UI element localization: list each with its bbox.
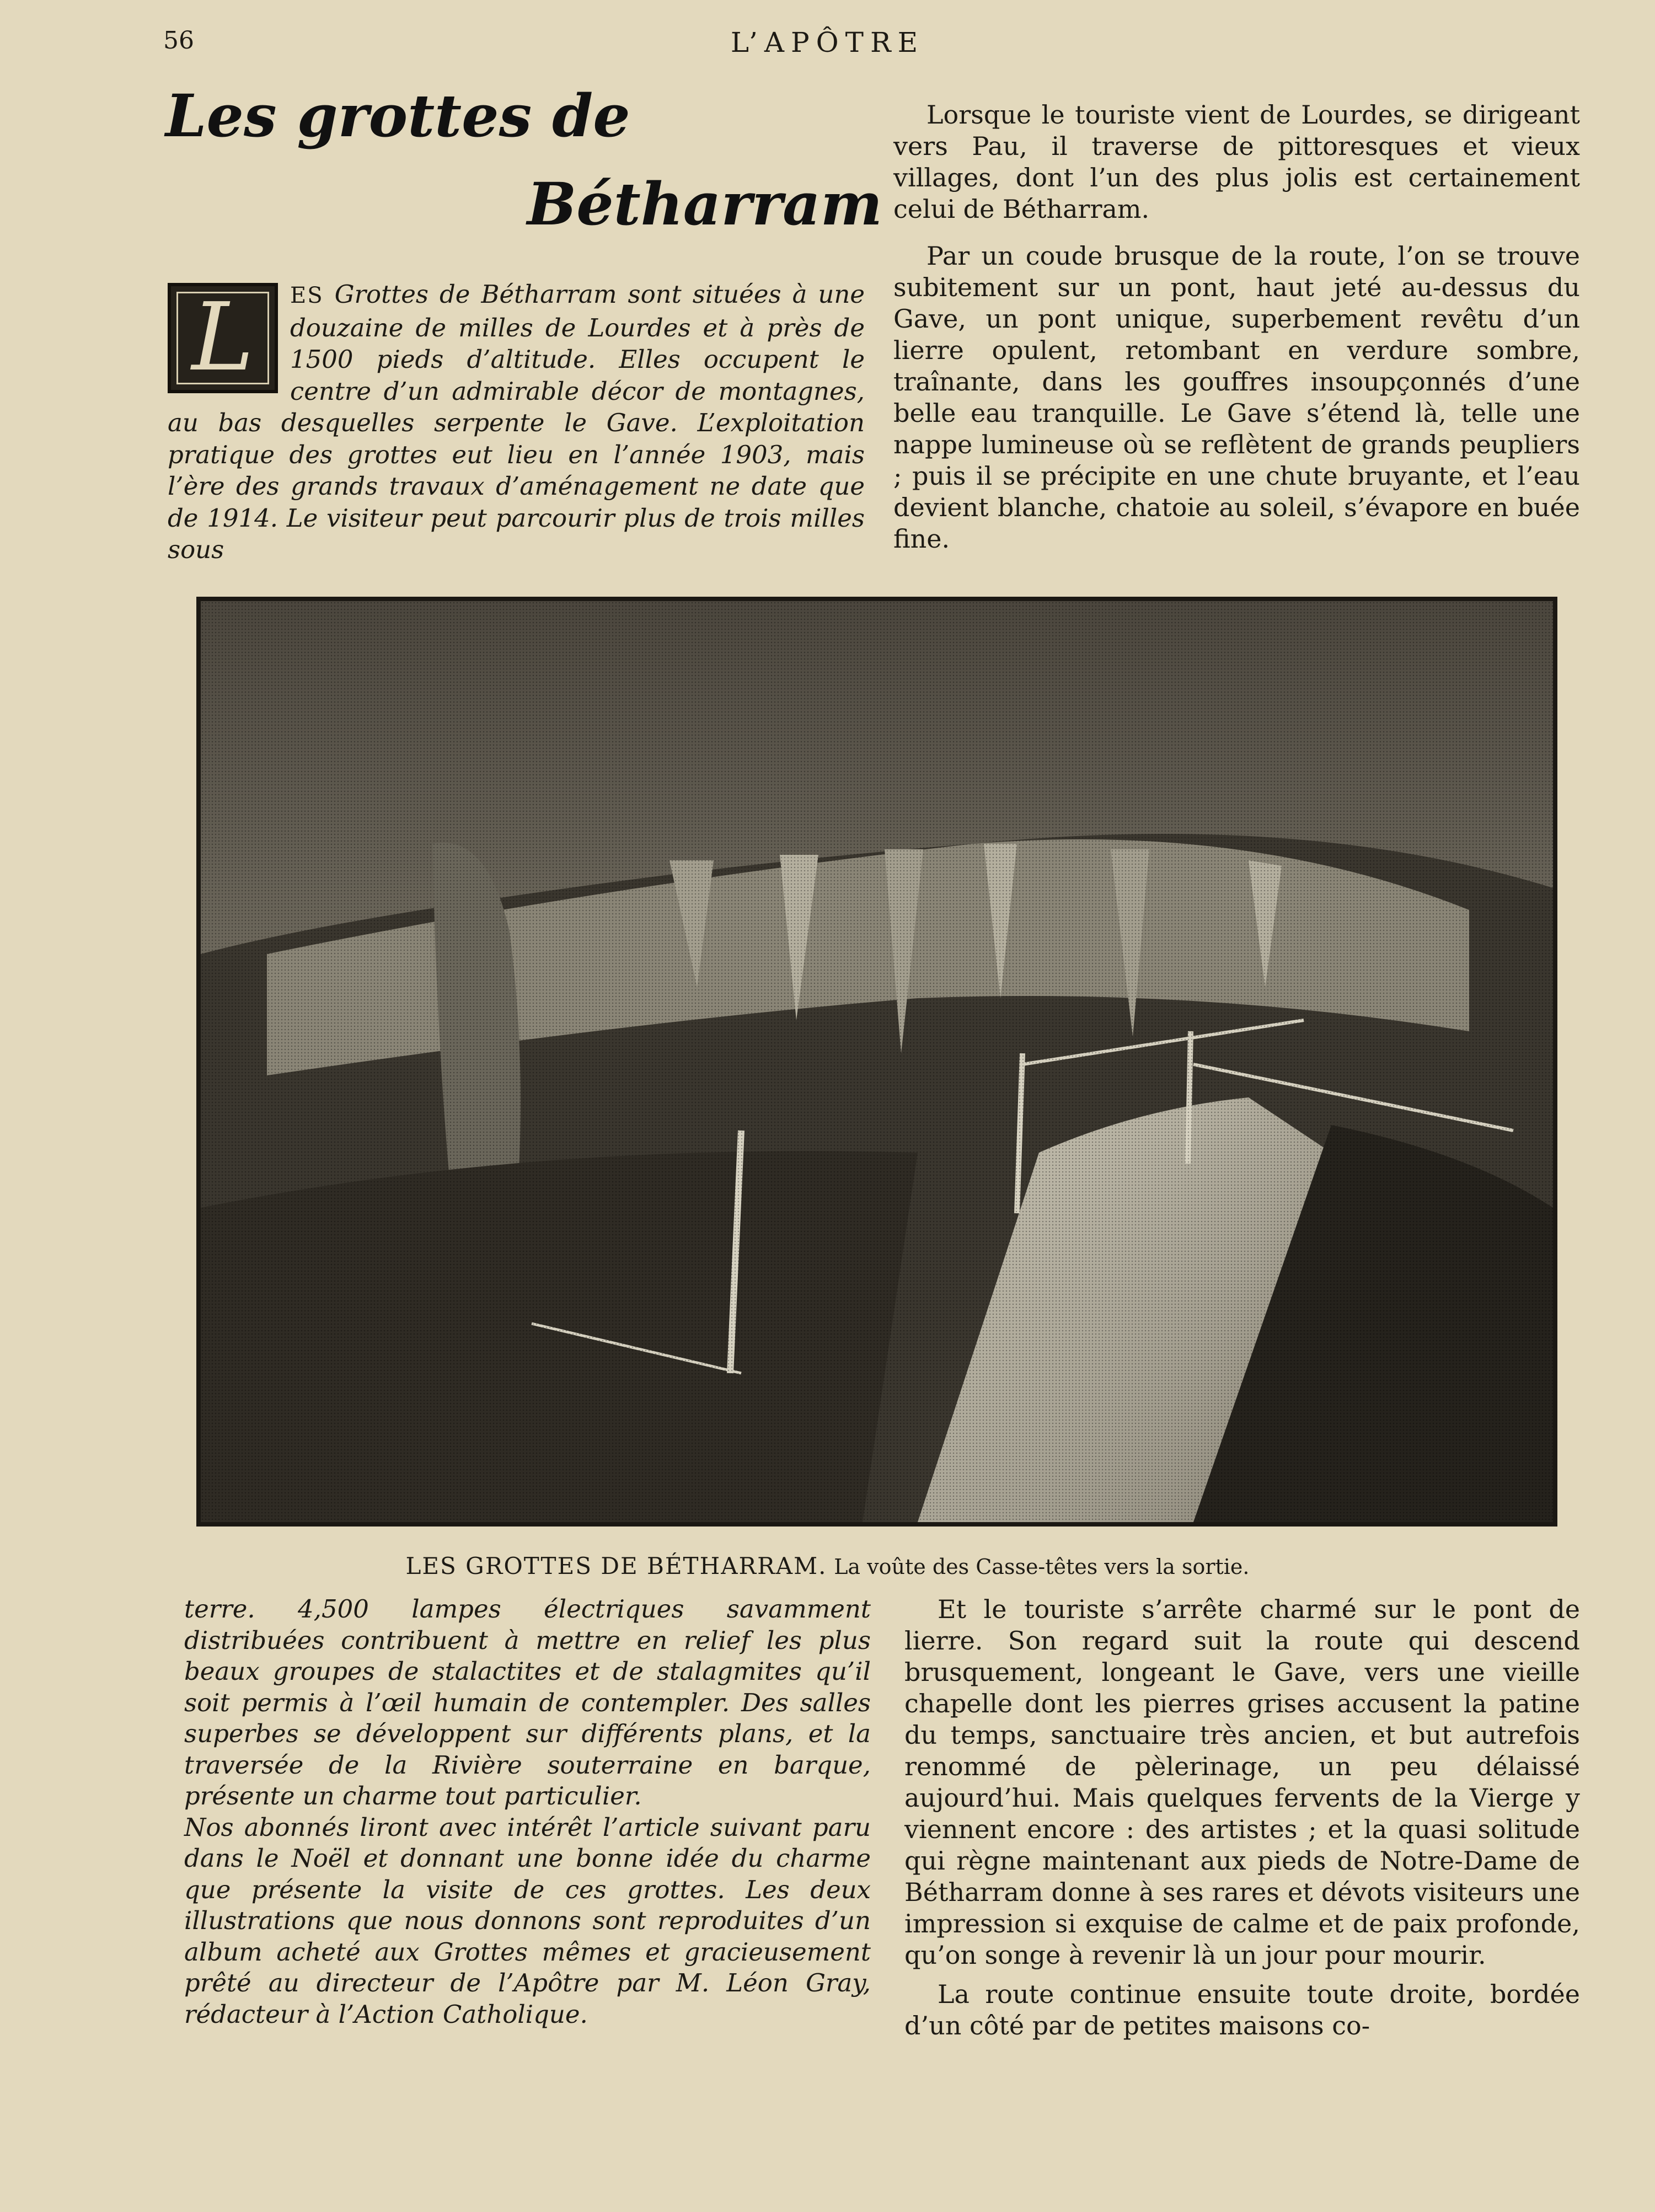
paragraph: terre. 4,500 lampes électriques savamment distribuées contribuent à mettre en relief les plus beaux groupes de stalactites et de stalagmites qu’il soit permis à l’œil humain de contempler. Des salles superbes se développent sur différents plans, et la traversée de la Rivière souterraine en barque, présente un charme tout particulier. bbox=[184, 1594, 871, 1811]
caption-text: La voûte des Casse-têtes vers la sortie. bbox=[834, 1555, 1250, 1579]
right-column-top bbox=[893, 99, 1580, 555]
paragraph: Lorsque le touriste vient de Lourdes, se dirigeant vers Pau, il traverse de pittoresques et vieux villages, dont l’un des plus jolis est certainement celui de Bétharram. bbox=[893, 100, 1580, 224]
title-line-2: Bétharram bbox=[527, 169, 882, 238]
dropcap-letter: L bbox=[191, 283, 254, 393]
right-column-bottom bbox=[904, 1594, 1580, 2042]
title-line-1: Les grottes de bbox=[165, 81, 630, 150]
cave-photograph bbox=[196, 597, 1557, 1527]
paragraph: La route continue ensuite toute droite, bordée d’un côté par de petites maisons co- bbox=[904, 1979, 1580, 2040]
dropcap-continuation: ES bbox=[290, 283, 324, 308]
intro-column bbox=[168, 278, 865, 566]
running-head: L’APÔTRE bbox=[730, 26, 925, 58]
cave-photo-illustration bbox=[201, 601, 1553, 1522]
paragraph: Et le touriste s’arrête charmé sur le pont de lierre. Son regard suit la route qui descend brusquement, longeant le Gave, vers une vieille chapelle dont les pierres grises accusent la patine du temps, sanctuaire très ancien, et but autrefois renommé de pèlerinage, un peu délaissé aujourd’hui. Mais quelques fervents de la Vierge y viennent encore : des artistes ; et la quasi solitude qui règne maintenant aux pieds de Notre-Dame de Bétharram donne à ses rares et dévots visiteurs une impression si exquise de calme et de paix profonde, qu’on songe à revenir là un jour pour mourir. bbox=[904, 1594, 1580, 1970]
page-header bbox=[0, 26, 1655, 65]
page-number: 56 bbox=[163, 26, 194, 55]
editor-note: Nos abonnés liront avec intérêt l’article suivant paru dans le Noël et donnant une bonne idée du charme que présente la visite de ces grottes. Les deux illustrations que nous donnons sont reproduites d’un album acheté aux Grottes mêmes et gracieusement prêté au directeur de l’Apôtre par M. Léon Gray, rédacteur à l’Action Catholique. bbox=[184, 1812, 871, 2029]
paragraph: Par un coude brusque de la route, l’on se trouve subitement sur un pont, haut jeté au-dessus du Gave, un pont unique, superbement revêtu d’un lierre opulent, retombant en verdure sombre, traînante, dans les gouffres insoupçonnés d’une belle eau tranquille. Le Gave s’étend là, telle une nappe lumineuse où se reflètent de grands peupliers ; puis il se précipite en une chute bruyante, et l’eau devient blanche, chatoie au soleil, s’évapore en buée fine. bbox=[893, 241, 1580, 554]
ornamental-dropcap bbox=[168, 283, 278, 393]
article-title bbox=[165, 83, 882, 243]
caption-title: LES GROTTES DE BÉTHARRAM. bbox=[405, 1552, 827, 1579]
left-column-bottom bbox=[184, 1594, 871, 2030]
intro-text: Grottes de Bétharram sont situées à une douzaine de milles de Lourdes et à près de 1500 pieds d’altitude. Elles occupent le centre d’un admirable décor de montagnes, au bas desquelles serpente le Gave. L’exploitation pratique des grottes eut lieu en l’année 1903, mais l’ère des grands travaux d’aménagement ne date que de 1914. Le visiteur peut parcourir plus de trois milles sous bbox=[168, 280, 865, 564]
photo-caption bbox=[0, 1552, 1655, 1579]
